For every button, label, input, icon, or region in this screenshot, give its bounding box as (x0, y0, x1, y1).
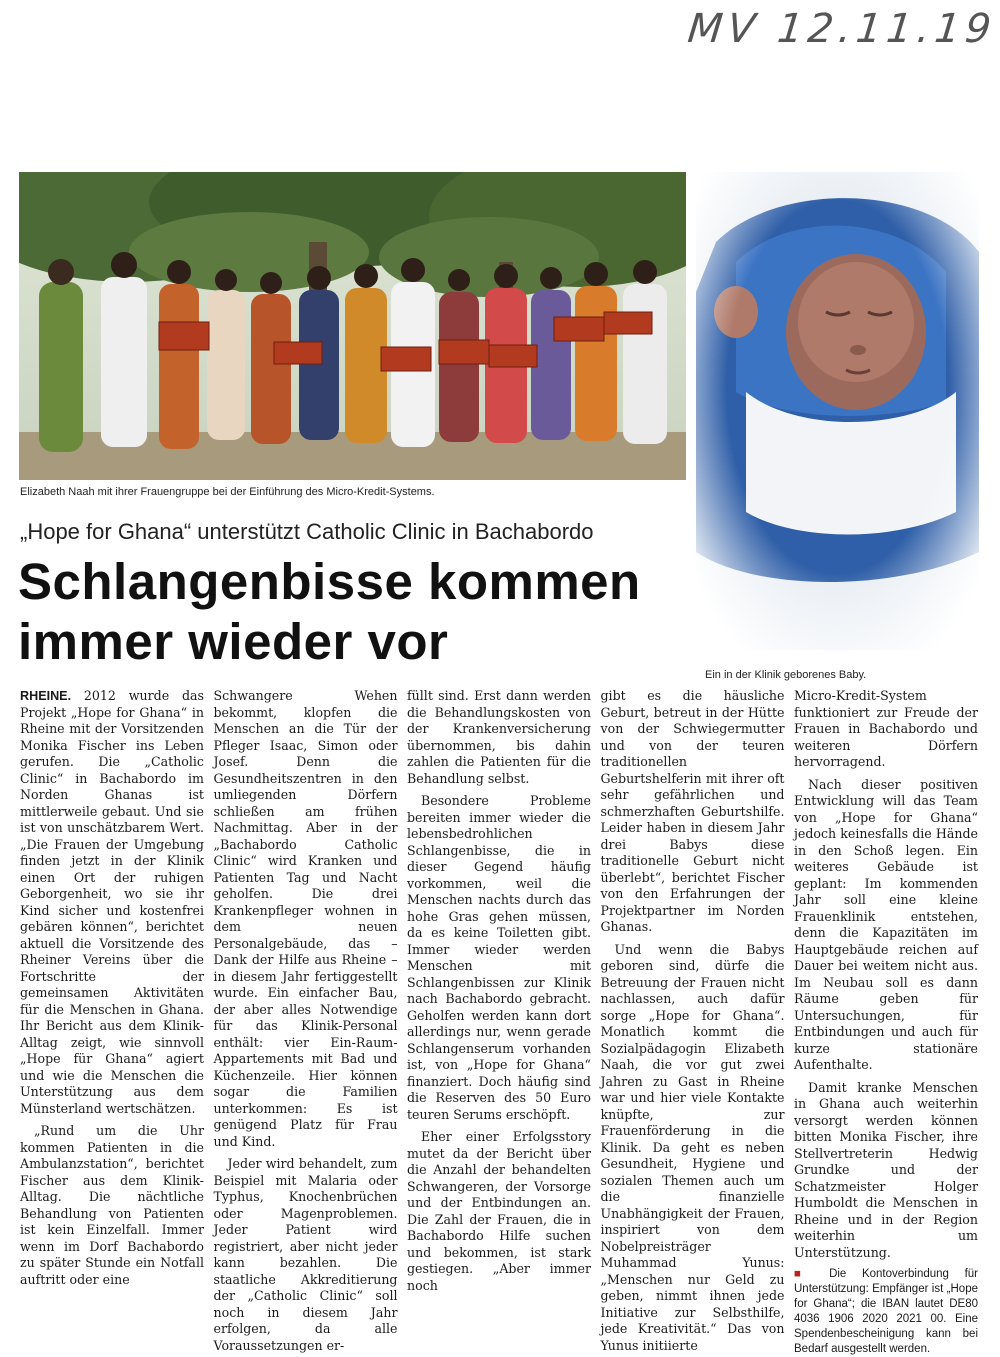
article-paragraph: Damit kranke Menschen in Ghana auch weiterhin versorgt werden können bitten Monika Fischer, ihre Stellvertreterin Hedwig Grundke und der Schatzmeister Holger Humboldt die Menschen in Rheine und in der Region weiterhin um Unterstützung. (794, 1079, 978, 1260)
article-headline: Schlangenbisse kommen immer wieder vor (18, 553, 641, 670)
article-paragraph: gibt es die häusliche Geburt, betreut in der Hütte von der Schwiegermutter und von der teuren traditionellen Geburtshelferin mit ihrer oft sehr gefährlichen und schmerzhaften Geburtshilfe. Leider haben in diesem Jahr drei Babys diese traditionelle Geburt nicht überlebt“, berichtet Fischer von den Erfahrungen der Projektpartner im Norden Ghanas. (600, 688, 785, 934)
article-paragraph: Micro-Kredit-System funktioniert zur Freude der Frauen in Bachabordo und weiteren Dörfern hervorragend. (794, 688, 978, 769)
article-paragraph: Eher einer Erfolgsstory mutet da der Bericht über die Anzahl der behandelten Schwangeren, der Vorsorge und der Entbindungen an. Die Zahl der Frauen, die in Bachabordo Hilfe suchen und bekommen, ist stark gestiegen. „Aber immer noch (407, 1129, 591, 1293)
group-photo-caption: Elizabeth Naah mit ihrer Frauengruppe bei der Einführung des Micro-Kredit-Systems. (20, 486, 435, 498)
article-kicker: „Hope for Ghana“ unterstützt Catholic Clinic in Bachabordo (20, 519, 594, 544)
group-photo (19, 172, 686, 480)
article-column-3 (407, 688, 591, 1293)
article-paragraph: Jeder wird behandelt, zum Beispiel mit Malaria oder Typhus, Knochenbrüchen oder Magenproblemen. Jeder Patient wird registriert, aber nicht jeder kann bezahlen. Die staatliche Akkreditierung der „Catholic Clinic“ soll noch in diesem Jahr erfolgen, da alle Voraussetzungen er- (213, 1156, 398, 1353)
baby-photo-caption: Ein in der Klinik geborenes Baby. (705, 669, 867, 681)
article-paragraph: Besondere Probleme bereiten immer wieder die lebensbedrohlichen Schlangenbisse, die in dieser Gegend häufig vorkommen, weil die Menschen nachts durch das hohe Gras gehen müssen, da es keine Toiletten gibt. Immer wieder werden Menschen mit Schlangenbissen zur Klinik nach Bachabordo gebracht. Geholfen werden kann dort allerdings nur, wenn gerade Schlangenserum vorhanden ist, von „Hope for Ghana“ finanziert. Doch häufig sind die Reserven des 50 Euro teuren Serums erschöpft. (407, 793, 591, 1122)
handwritten-date-stamp: MV 12.11.19 (685, 6, 999, 52)
bank-details-note: ■ Die Kontoverbindung für Unterstützung: Empfänger ist „Hope for Ghana“; die IBAN lautet DE80 4036 1906 2020 2021 00. Eine Spendenbescheinigung kann bei Bedarf ausgestellt werden. (794, 1268, 978, 1355)
article-column-2 (213, 688, 398, 1353)
article-paragraph: Nach dieser positiven Entwicklung will das Team von „Hope for Ghana“ jedoch keinesfalls die Hände in den Schoß legen. Ein weiteres Gebäude ist geplant: Im kommenden Jahr soll eine kleine Frauenklinik entstehen, denn die Kapazitäten im Hauptgebäude reichen auf Dauer bei weitem nicht aus. Im Neubau soll es dann Räume geben für Untersuchungen, für Entbindungen und auch für kurze stationäre Aufenthalte. (794, 776, 978, 1072)
article-paragraph: füllt sind. Erst dann werden die Behandlungskosten von der Krankenversicherung übernommen, bis dahin zahlen die Patienten für die Behandlung selbst. (407, 688, 591, 786)
article-column-1 (20, 688, 204, 1287)
article-paragraph: „Rund um die Uhr kommen Patienten in die Ambulanzstation“, berichtet Fischer aus dem Klinik-Alltag. Die nächtliche Behandlung von Patienten ist kein Einzelfall. Immer wenn im Dorf Bachabordo zu später Stunde ein Notfall auftritt oder eine (20, 1123, 204, 1287)
dateline: RHEINE. (20, 689, 72, 703)
article-paragraph: Und wenn die Babys geboren sind, dürfe die Betreuung der Frauen nicht nachlassen, auch dafür sorge „Hope for Ghana“. Monatlich kommt die Sozialpädagogin Elizabeth Naah, die vor gut zwei Jahren zu Gast in Rheine war und hier viele Kontakte knüpfte, zur Frauenförderung in die Klinik. Da geht es neben Gesundheit, Hygiene und sozialen Themen auch um die finanzielle Unabhängigkeit der Frauen, inspiriert von dem Nobelpreisträger Muhammad Yunus: „Menschen nur Geld zu geben, nimmt ihnen jede Initiative zur Selbsthilfe, jede Kreativität.“ Das von Yunus initiierte (600, 941, 785, 1353)
article-column-4 (600, 688, 785, 1353)
square-bullet-icon: ■ (794, 1268, 814, 1280)
baby-photo (696, 172, 979, 650)
article-column-5 (794, 688, 978, 1355)
article-paragraph: Schwangere Wehen bekommt, klopfen die Menschen an die Tür der Pfleger Isaac, Simon oder Josef. Denn die Gesundheitszentren in den umliegenden Dörfern schließen am frühen Nachmittag. Aber in der „Bachabordo Catholic Clinic“ wird Kranken und Patienten Tag und Nacht geholfen. Die drei Krankenpfleger wohnen in dem neuen Personalgebäude, das – Dank der Hilfe aus Rheine – in diesem Jahr fertiggestellt wurde. Ein einfacher Bau, der aber alles Notwendige für das Klinik-Personal enthält: vier Ein-Raum-Appartements mit Bad und Küchenzeile. Hier können sogar die Familien unterkommen: Es ist genügend Platz für Frau und Kind. (213, 688, 398, 1149)
article-body (20, 688, 978, 1355)
article-paragraph: RHEINE. 2012 wurde das Projekt „Hope for Ghana“ in Rheine mit der Vorsitzenden Monika Fischer ins Leben gerufen. Die „Catholic Clinic“ in Bachabordo im Norden Ghanas ist mittlerweile gebaut. Und sie ist von unschätzbarem Wert. „Die Frauen der Umgebung finden jetzt in der Klinik einen Ort der ruhigen Geborgenheit, wo sie ihr Kind sicher und kostenfrei gebären können“, berichtet aktuell die Vorsitzende des Rheiner Vereins über die Fortschritte der gemeinsamen Aktivitäten für die Menschen in Ghana. Ihr Bericht aus dem Klinik-Alltag zeigt, wie sinnvoll „Hope für Ghana“ agiert und wie die Menschen die Unterstützung aus dem Münsterland wertschätzen. (20, 688, 204, 1116)
